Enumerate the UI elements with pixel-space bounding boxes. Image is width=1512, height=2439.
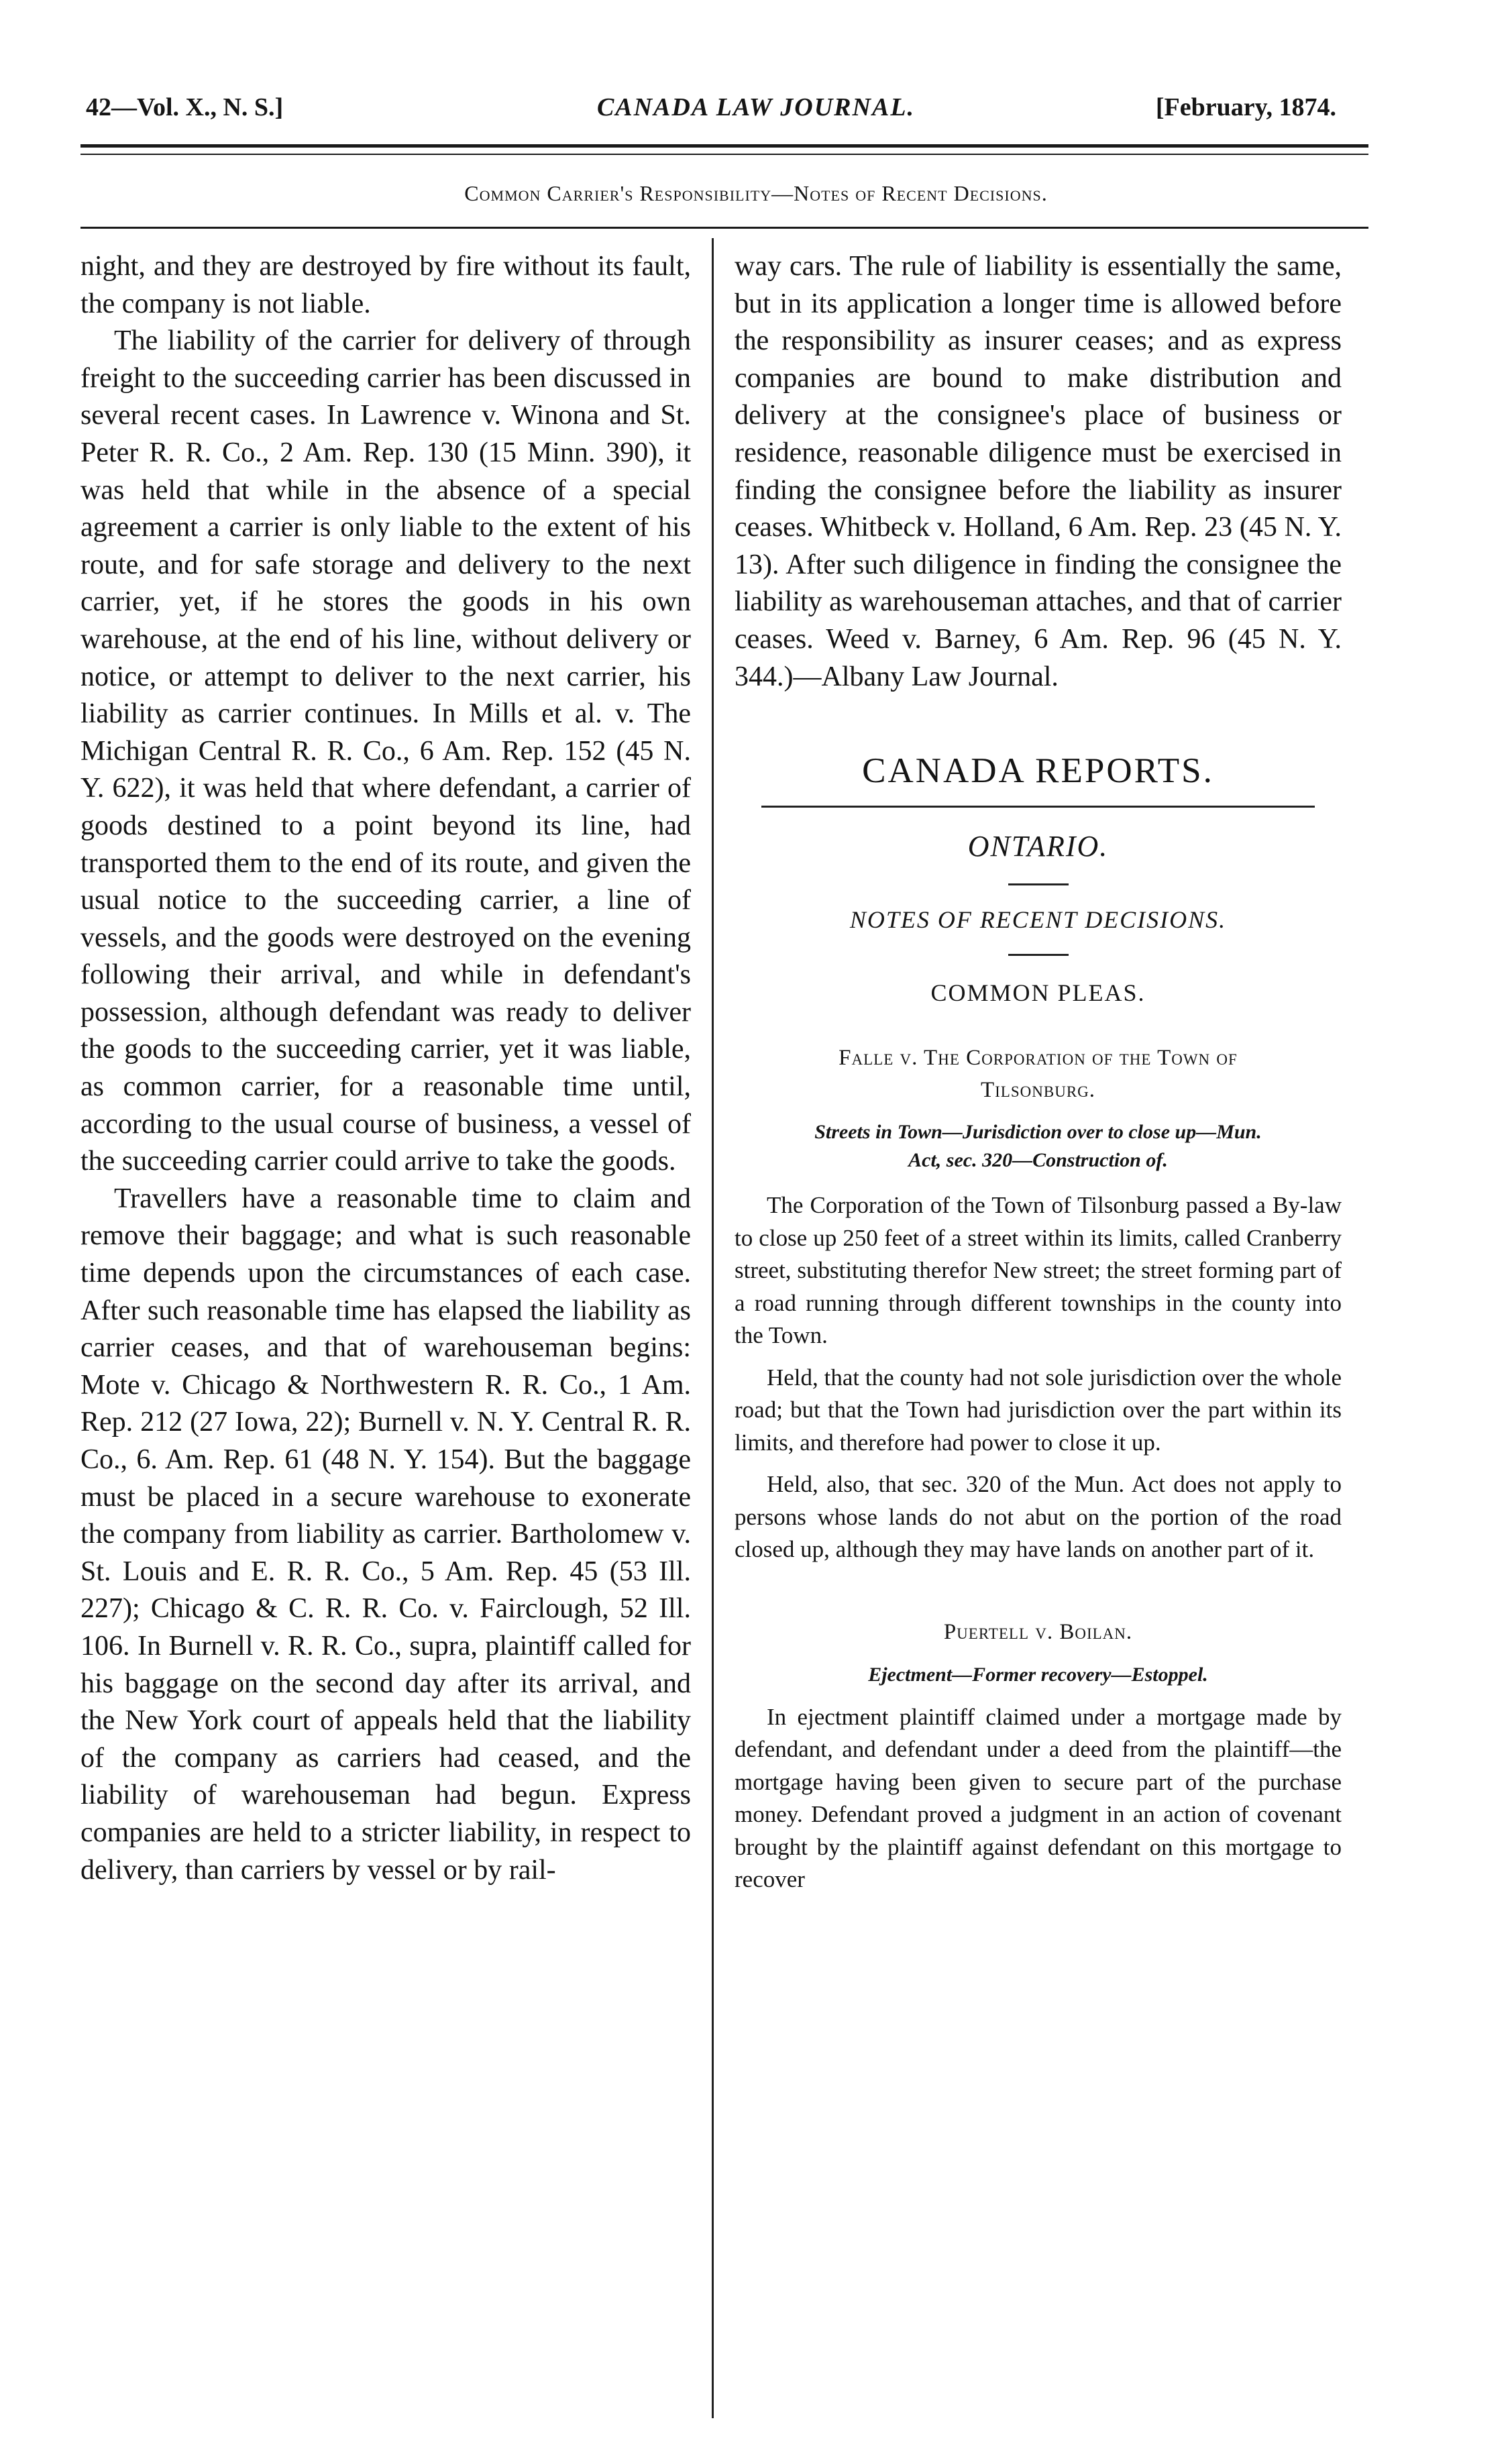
- case-paragraph: Held, also, that sec. 320 of the Mun. Act does not apply to persons whose lands do not abut on the portion of the road closed up, although they may have lands on another part of it.: [735, 1471, 1342, 1563]
- case-keywords-line: Streets in Town—Jurisdiction over to close up—Mun.: [814, 1121, 1262, 1144]
- issue-date: [February, 1874.: [1155, 93, 1336, 121]
- header-rule-thick: [80, 144, 1368, 148]
- right-column: [735, 248, 1342, 1896]
- case-body: [735, 1189, 1342, 1566]
- short-divider: [1008, 954, 1069, 956]
- running-title-rule: [80, 227, 1368, 229]
- case-title: Puertell v. Boilan.: [943, 1619, 1133, 1644]
- page-volume-label: 42—Vol. X., N. S.]: [86, 93, 284, 121]
- case-title-line: Tilsonburg.: [980, 1078, 1096, 1103]
- case-keywords-line: Act, sec. 320—Construction of.: [908, 1149, 1168, 1172]
- left-paragraph: Travellers have a reasonable time to claim and remove their baggage; and what is such reasonable time depends upon the circumstances of each case. After such reasonable time has elapsed the liability as carrier ceases, and that of warehouseman begins: Mote v. Chicago & Northwestern R. R. Co., 1 Am. Rep. 212 (27 Iowa, 22); Burnell v. N. Y. Central R. R. Co., 6. Am. Rep. 61 (48 N. Y. 154). But the baggage must be placed in a secure warehouse to exonerate the company from liability as carrier. Bartholomew v. St. Louis and E. R. R. Co., 5 Am. Rep. 45 (53 Ill. 227); Chicago & C. R. R. Co. v. Fairclough, 52 Ill. 106. In Burnell v. R. R. Co., supra, plaintiff called for his baggage on the second day after its arrival, and the New York court of appeals held that the liability of the company as carriers had ceased, and the liability of warehouseman had begun. Express companies are held to a stricter liability, in respect to delivery, than carriers by vessel or by rail-: [80, 1183, 691, 1886]
- section-rule: [761, 806, 1315, 808]
- case-title-line: Falle v. The Corporation of the Town of: [839, 1046, 1238, 1071]
- short-divider: [1008, 883, 1069, 885]
- right-continuation: way cars. The rule of liability is essentially the same, but in its application a longer time is allowed before the responsibility as insurer ceases; and as express companies are bound to make distribution and delivery at the consignee's place of business or residence, reasonable diligence must be exercised in finding the consignee before the liability as insurer ceases. Whitbeck v. Holland, 6 Am. Rep. 23 (45 N. Y. 13). After such diligence in finding the consignee the liability as warehouseman attaches, and that of carrier ceases. Weed v. Barney, 6 Am. Rep. 96 (45 N. Y. 344.)—Albany Law Journal.: [735, 251, 1342, 692]
- court-heading: COMMON PLEAS.: [930, 979, 1146, 1007]
- running-title: Common Carrier's Responsibility—Notes of Recent Decisions.: [464, 181, 1048, 205]
- notes-heading: NOTES OF RECENT DECISIONS.: [849, 906, 1227, 934]
- case-paragraph: The Corporation of the Town of Tilsonburg passed a By-law to close up 250 feet of a street within its limits, called Cranberry street, substituting therefor New street; the street forming part of a road running through different townships in the county into the Town.: [735, 1192, 1342, 1349]
- left-paragraph: night, and they are destroyed by fire without its fault, the company is not liable.: [80, 251, 691, 319]
- case-paragraph: In ejectment plaintiff claimed under a mortgage made by defendant, and defendant under a deed from the plaintiff—the mortgage having been given to secure part of the purchase money. Defendant proved a judgment in an action of covenant brought by the plaintiff against defendant on this mortgage to recover: [735, 1703, 1342, 1893]
- case-paragraph: Held, that the county had not sole jurisdiction over the whole road; but that the Town had jurisdiction over the part within its limits, and therefore had power to close it up.: [735, 1364, 1342, 1456]
- column-divider: [712, 238, 714, 2418]
- province-heading: ONTARIO.: [967, 830, 1109, 863]
- left-paragraph: The liability of the carrier for delivery of through freight to the succeeding carrier has been discussed in several recent cases. In Lawrence v. Winona and St. Peter R. R. Co., 2 Am. Rep. 130 (15 Minn. 390), it was held that while in the absence of a special agreement a carrier is only liable to the extent of his route, and for safe storage and delivery to the next carrier, yet, if he stores the goods in his own warehouse, at the end of his line, without delivery or notice, or attempt to deliver to the next carrier, his liability as carrier continues. In Mills et al. v. The Michigan Central R. R. Co., 6 Am. Rep. 152 (45 N. Y. 622), it was held that where defendant, a carrier of goods destined to a point beyond its line, had transported them to the end of its route, and given the usual notice to the succeeding carrier, a line of vessels, and the goods were destroyed on the evening following their arrival, and while in defendant's possession, although defendant was ready to deliver the goods to the succeeding carrier, yet it was liable, as common carrier, for a reasonable time until, according to the usual course of business, a vessel of the succeeding carrier could arrive to take the goods.: [80, 325, 691, 1177]
- journal-title: CANADA LAW JOURNAL.: [596, 93, 916, 121]
- case-body: [735, 1701, 1342, 1896]
- header-rule-thin: [80, 154, 1368, 155]
- case-keywords: [735, 1118, 1342, 1175]
- left-column: [80, 248, 691, 1889]
- case-title: [735, 1042, 1342, 1106]
- section-title: CANADA REPORTS.: [862, 751, 1214, 791]
- case-keywords: Ejectment—Former recovery—Estoppel.: [868, 1663, 1208, 1686]
